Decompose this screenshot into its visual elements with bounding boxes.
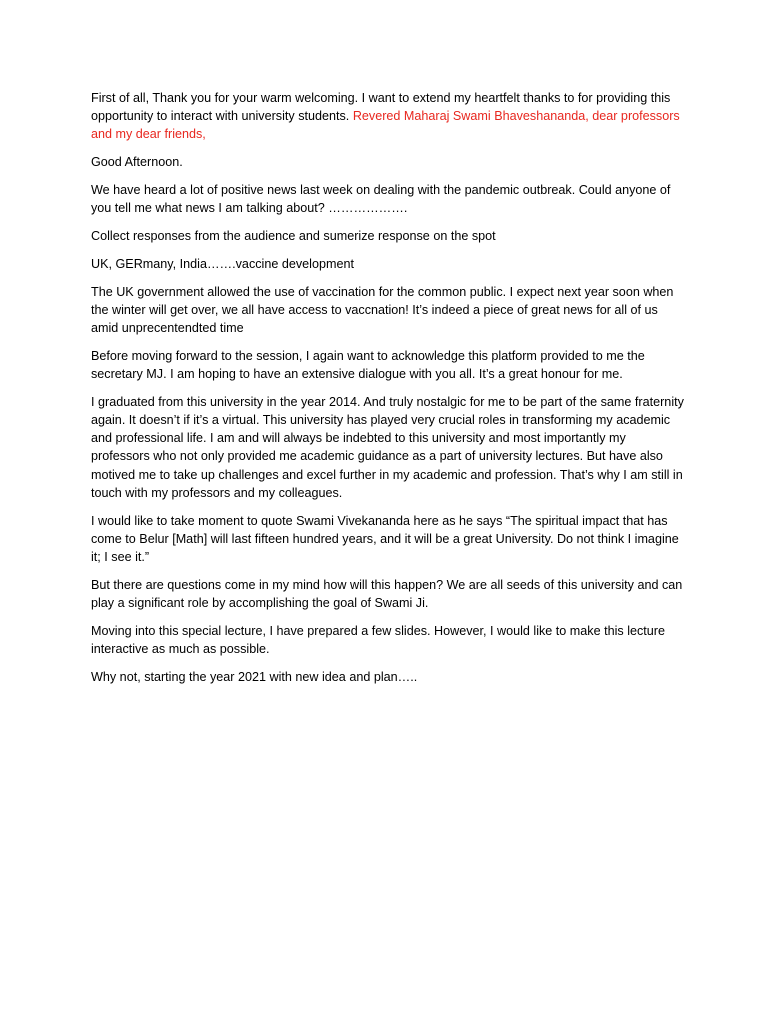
paragraph-graduation: I graduated from this university in the year 2014. And truly nostalgic for me to be part of the same fraternity again. It doesn’t if it’s a virtual. This university has played very crucial roles in transforming my academic and professional life. I am and will always be indebted to this university and most importantly my professors who not only provided me academic guidance as a part of university lectures. But have also motived me to take up challenges and excel further in my academic and profession. That’s why I am still in touch with my professors and my colleagues. bbox=[91, 394, 684, 500]
document-body bbox=[91, 89, 685, 696]
paragraph-acknowledgement: Before moving forward to the session, I again want to acknowledge this platform provided to me the secretary MJ. I am hoping to have an extensive dialogue with you all. It’s a great honour for me. bbox=[91, 348, 645, 381]
paragraph-collect-responses: Collect responses from the audience and sumerize response on the spot bbox=[91, 229, 496, 243]
paragraph-lecture-intro: Moving into this special lecture, I have prepared a few slides. However, I would like to make this lecture interactive as much as possible. bbox=[91, 623, 665, 657]
paragraph-uk-vaccination: The UK government allowed the use of vaccination for the common public. I expect next year soon when the winter will get over, we all have access to vaccnation! It’s indeed a piece of great news for all of us amid unprecentendted time bbox=[91, 284, 674, 335]
highlighted-salutation: Revered Maharaj Swami Bhaveshananda, dear professors and my dear friends, bbox=[91, 109, 680, 142]
paragraph-greeting bbox=[91, 89, 685, 144]
paragraph-good-afternoon: Good Afternoon. bbox=[91, 155, 183, 170]
paragraph-text: First of all, Thank you for your warm welcoming. I want to extend my heartfelt thanks to for providing this opportunity to interact with university students. bbox=[91, 91, 671, 124]
paragraph-positive-news: We have heard a lot of positive news last week on dealing with the pandemic outbreak. Could anyone of you tell me what news I am talking about? ………………. bbox=[91, 183, 671, 216]
paragraph-vivekananda-quote: I would like to take moment to quote Swami Vivekananda here as he says “The spiritual impact that has come to Belur [Math] will last fifteen hundred years, and it will be a great University. Do not think I imagine it; I see it.” bbox=[91, 513, 679, 565]
paragraph-questions: But there are questions come in my mind how will this happen? We are all seeds of this university and can play a significant role by accomplishing the goal of Swami Ji. bbox=[91, 577, 683, 611]
paragraph-vaccine-countries: UK, GERmany, India…….vaccine development bbox=[91, 256, 354, 271]
paragraph-closing: Why not, starting the year 2021 with new idea and plan….. bbox=[91, 669, 418, 684]
